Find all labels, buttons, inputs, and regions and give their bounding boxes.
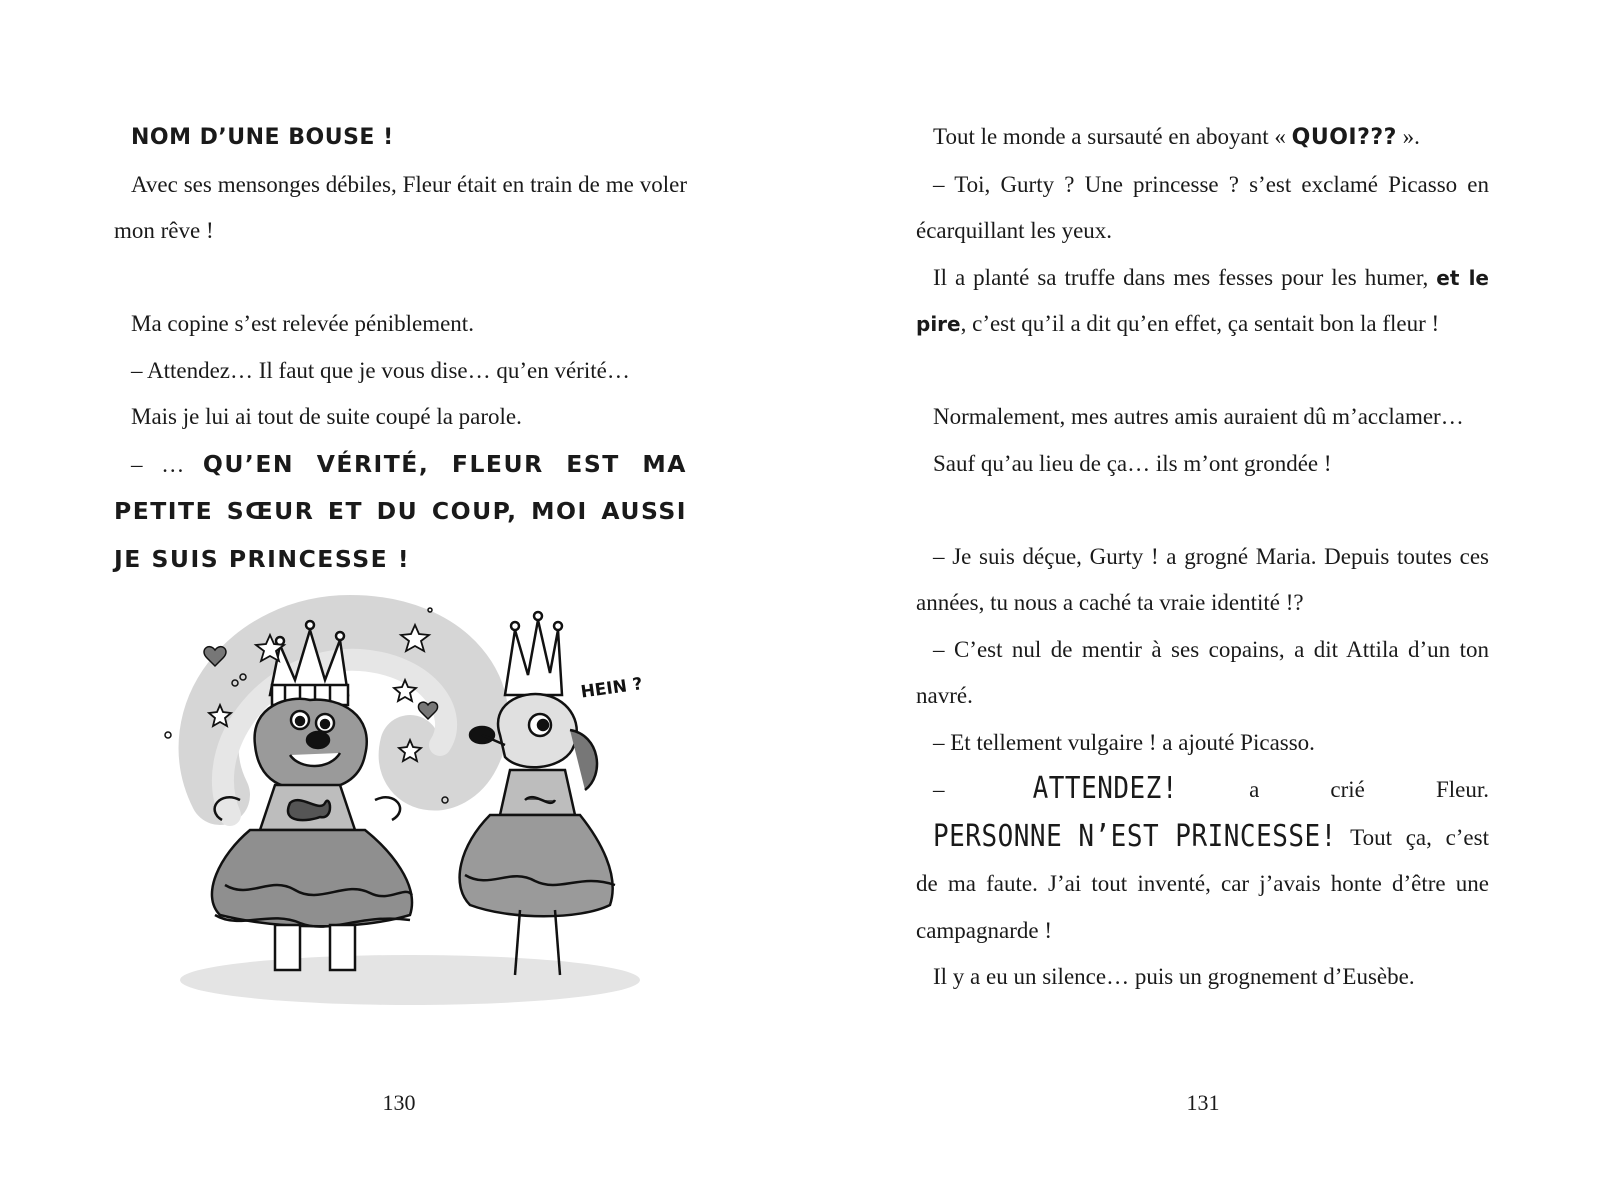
text-run: , c’est qu’il a dit qu’en effet, ça sentait bon la fleur ! (960, 311, 1440, 336)
text-run: ». (1396, 124, 1420, 149)
paragraph (114, 114, 687, 162)
paragraph: – Je suis déçue, Gurty ! a grogné Maria. Depuis toutes ces années, tu nous a caché ta vraie identité !? (916, 543, 1489, 615)
paragraph: Normalement, mes autres amis auraient dû m’acclamer… (933, 404, 1464, 429)
left-text-column (114, 114, 687, 583)
paragraph: – Attendez… Il faut que je vous dise… qu’en vérité… (131, 357, 630, 383)
paragraph: Mais je lui ai tout de suite coupé la parole. (131, 404, 522, 429)
paragraph (916, 114, 1489, 162)
shout-quoi: QUOI??? (1291, 125, 1397, 150)
paragraph: Avec ses mensonges débiles, Fleur était en train de me voler mon rêve ! (114, 171, 687, 243)
paragraph: – Toi, Gurty ? Une princesse ? s’est exclamé Picasso en écarquillant les yeux. (916, 171, 1489, 243)
emphasis-le-pire: et le pire (916, 265, 1489, 336)
page-number: 130 (382, 1090, 416, 1115)
exclamation-heading: NOM D’UNE BOUSE ! (131, 125, 394, 150)
paragraph: – Et tellement vulgaire ! a ajouté Picasso. (933, 729, 1315, 755)
paragraph: Ma copine s’est relevée péniblement. (131, 311, 474, 336)
right-crown (505, 612, 562, 695)
paragraph: – C’est nul de mentir à ses copains, a dit Attila d’un ton navré. (916, 636, 1489, 708)
left-dog-head (255, 699, 367, 790)
shout-personne: PERSONNE N’EST PRINCESSE! (933, 819, 1337, 854)
paragraph: Il y a eu un silence… puis un grognement d’Eusèbe. (933, 964, 1415, 989)
dialogue-dash: – … (131, 451, 203, 477)
paragraph: Sauf qu’au lieu de ça… ils m’ont grondée ! (933, 450, 1332, 476)
shout-attendez: ATTENDEZ! (1032, 771, 1178, 807)
princess-dogs-illustration (160, 585, 680, 1025)
text-run: a crié Fleur. (1178, 777, 1489, 802)
right-dog-dress (460, 770, 615, 975)
speech-text: HEIN ? (579, 674, 644, 703)
right-page (800, 0, 1600, 1200)
text-run: – (933, 777, 1016, 802)
page-number: 131 (1186, 1090, 1220, 1115)
text-run: Tout le monde a sursauté en aboyant « (933, 124, 1292, 149)
paragraph (916, 766, 1489, 954)
paragraph (114, 441, 687, 584)
right-text-column (916, 114, 1489, 1001)
text-run: Il a planté sa truffe dans mes fesses pour les humer, (933, 264, 1437, 290)
paragraph (916, 255, 1489, 348)
shouted-dialogue: QU’EN VÉRITÉ, FLEUR EST MA PETITE SŒUR ET DU COUP, MOI AUSSI JE SUIS PRINCESSE ! (114, 449, 687, 573)
text-run: Tout ça, c’est de ma faute. J’ai tout inventé, car j’avais honte d’être une campagnarde ! (916, 824, 1489, 943)
